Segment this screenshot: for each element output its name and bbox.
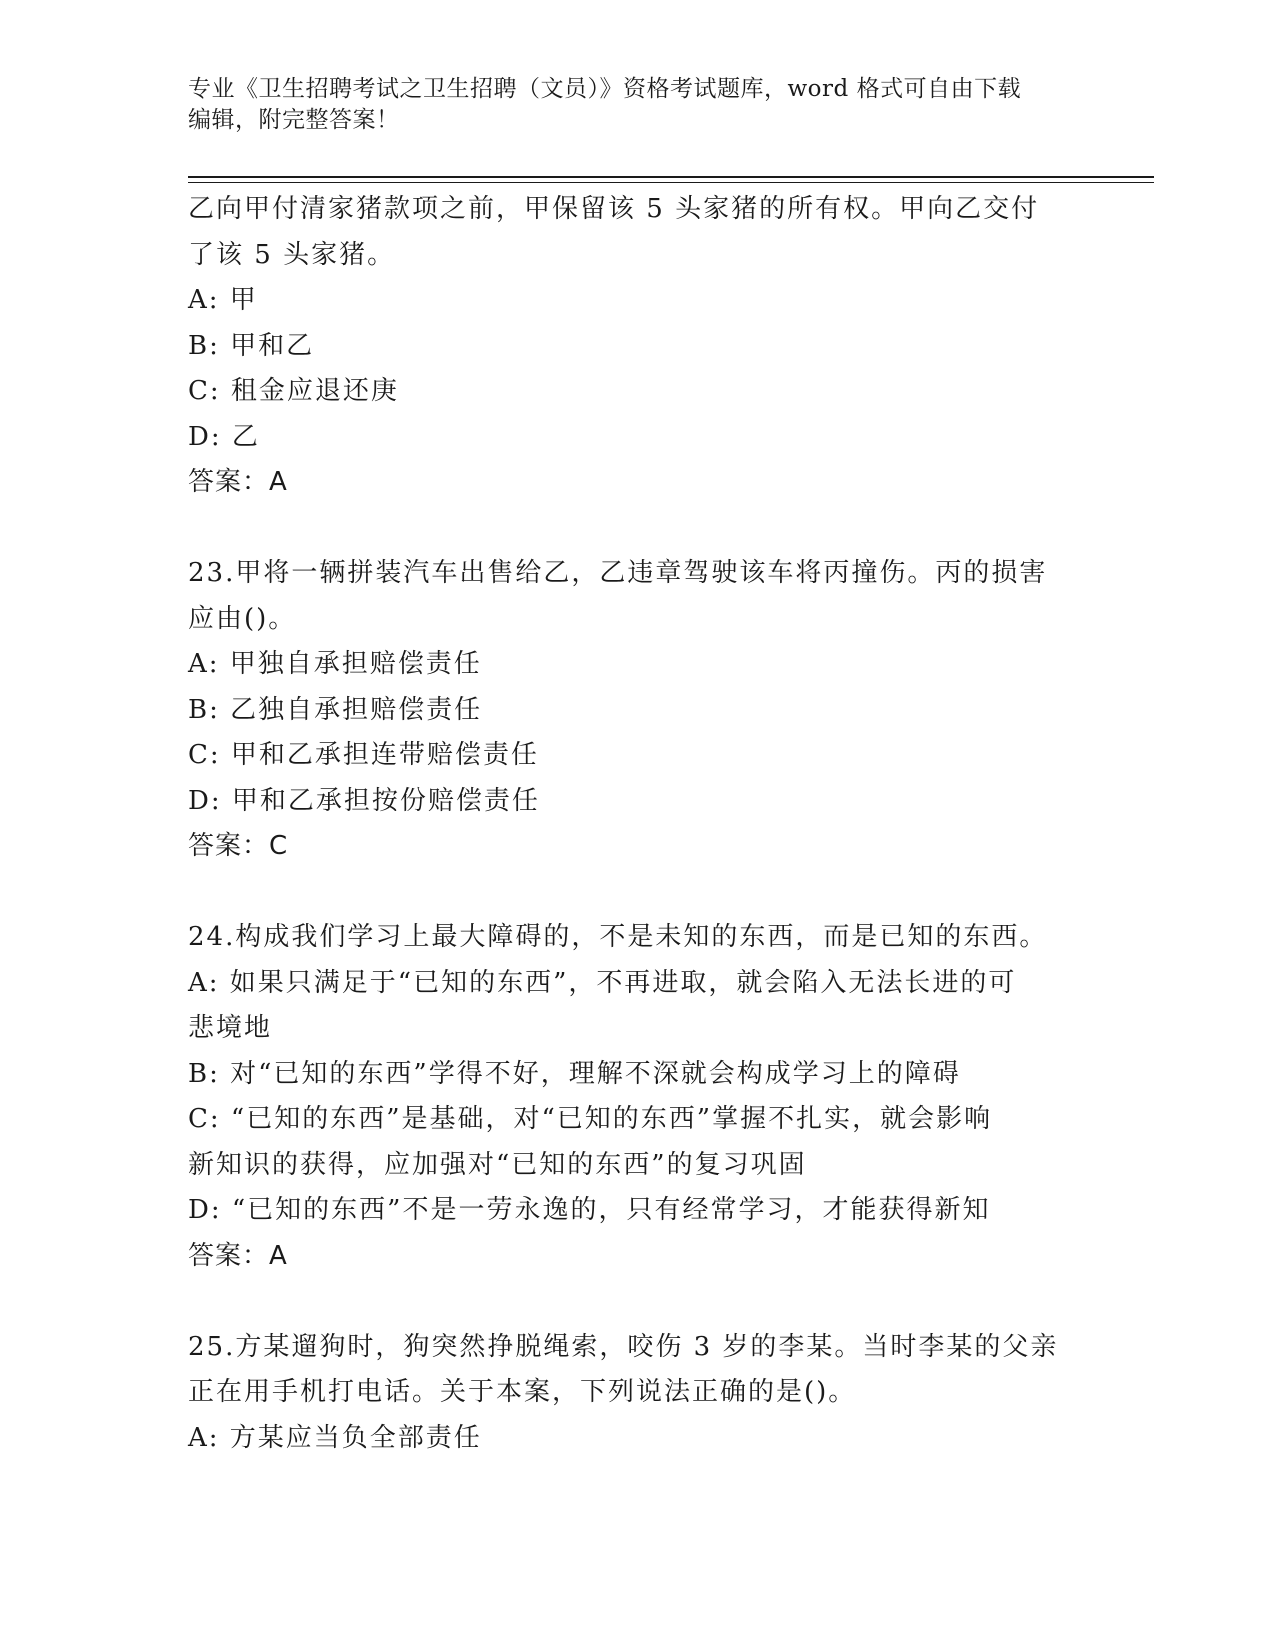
option-a: A: 如果只满足于“已知的东西”，不再进取，就会陷入无法长进的可 <box>188 967 1017 998</box>
question-22 <box>188 187 1078 506</box>
option-a: A: 甲 <box>188 285 258 315</box>
question-stem-line: 25.方某遛狗时，狗突然挣脱绳索，咬伤 3 岁的李某。当时李某的父亲 <box>188 1331 1059 1362</box>
option-b: B: 对“已知的东西”学得不好，理解不深就会构成学习上的障碍 <box>188 1058 961 1089</box>
question-stem-line: 23.甲将一辆拼装汽车出售给乙，乙违章驾驶该车将丙撞伤。丙的损害 <box>188 558 1048 588</box>
header-line-1: 专业《卫生招聘考试之卫生招聘（文员）》资格考试题库，word 格式可自由下载 <box>188 76 1022 102</box>
header-divider-thin <box>188 182 1154 183</box>
spacer <box>188 1279 1078 1325</box>
answer-line: 答案：A <box>188 1240 288 1271</box>
question-stem-line: 24.构成我们学习上最大障碍的，不是未知的东西，而是已知的东西。 <box>188 922 1048 952</box>
option-a: A: 方某应当负全部责任 <box>188 1422 482 1453</box>
question-25 <box>188 1325 1078 1462</box>
question-stem-line: 了该 5 头家猪。 <box>188 239 396 270</box>
document-header <box>188 74 1088 136</box>
option-c-continued: 新知识的获得，应加强对“已知的东西”的复习巩固 <box>188 1149 807 1180</box>
option-a: A: 甲独自承担赔偿责任 <box>188 649 482 679</box>
question-stem-line: 乙向甲付清家猪款项之前，甲保留该 5 头家猪的所有权。甲向乙交付 <box>188 194 1040 224</box>
spacer <box>188 506 1078 552</box>
answer-line: 答案：A <box>188 467 288 497</box>
question-23 <box>188 551 1078 870</box>
option-b: B: 乙独自承担赔偿责任 <box>188 694 483 725</box>
question-content <box>188 187 1078 1461</box>
option-d: D: 甲和乙承担按份赔偿责任 <box>188 785 540 816</box>
option-d: D: 乙 <box>188 421 260 452</box>
option-c: C: “已知的东西”是基础，对“已知的东西”掌握不扎实，就会影响 <box>188 1104 993 1134</box>
option-d: D: “已知的东西”不是一劳永逸的，只有经常学习，才能获得新知 <box>188 1195 991 1225</box>
option-c: C: 租金应退还庚 <box>188 376 399 406</box>
question-stem-line: 正在用手机打电话。关于本案，下列说法正确的是()。 <box>188 1377 857 1407</box>
question-stem-line: 应由()。 <box>188 603 297 634</box>
header-divider-thick <box>188 176 1154 178</box>
header-line-2: 编辑，附完整答案！ <box>188 107 400 133</box>
option-b: B: 甲和乙 <box>188 330 315 361</box>
question-24 <box>188 915 1078 1279</box>
option-c: C: 甲和乙承担连带赔偿责任 <box>188 740 539 770</box>
spacer <box>188 870 1078 916</box>
answer-line: 答案：C <box>188 831 289 861</box>
option-a-continued: 悲境地 <box>188 1013 273 1043</box>
